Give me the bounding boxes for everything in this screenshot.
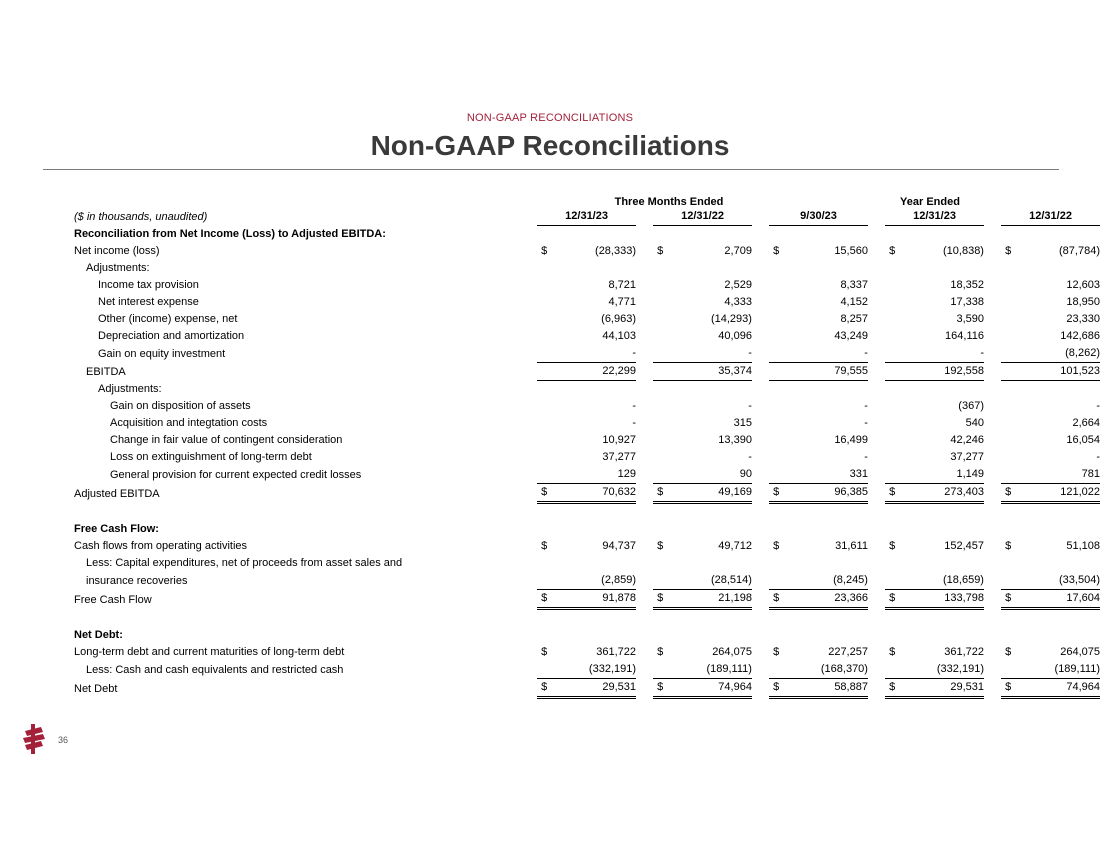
currency-symbol: $	[1001, 679, 1028, 698]
table-row	[74, 555, 1100, 572]
section-heading: Free Cash Flow:	[74, 523, 159, 535]
cell-value: -	[748, 451, 752, 463]
column-header: 12/31/22	[1001, 208, 1100, 226]
column-header: 9/30/23	[769, 208, 868, 226]
row-label: Less: Capital expenditures, net of proceeds from asset sales and	[86, 557, 403, 569]
cell-value: 58,887	[796, 679, 868, 698]
cell-value: 315	[733, 417, 752, 429]
table-row-income-tax	[74, 277, 1100, 294]
cell-value: 4,333	[724, 296, 752, 308]
cell-value: 23,330	[1066, 313, 1100, 325]
currency-symbol: $	[657, 646, 664, 658]
cell-value: -	[632, 417, 637, 429]
cell-value: (6,963)	[601, 313, 637, 325]
cell-value: 16,499	[834, 434, 868, 446]
table-row-depreciation	[74, 328, 1100, 345]
cell-value: 12,603	[1066, 279, 1100, 291]
row-label: Gain on equity investment	[98, 347, 226, 360]
cell-value: 2,529	[724, 279, 752, 291]
row-label: EBITDA	[86, 365, 126, 378]
cell-value: 40,096	[718, 330, 752, 342]
row-label: Acquisition and integtation costs	[110, 417, 268, 429]
currency-symbol: $	[885, 484, 912, 503]
currency-symbol: $	[769, 590, 796, 609]
cell-value: 192,558	[912, 363, 984, 381]
row-label: General provision for current expected credit losses	[110, 468, 362, 481]
cell-value: (189,111)	[680, 661, 752, 679]
cell-value: -	[1096, 451, 1100, 463]
row-label: Gain on disposition of assets	[110, 400, 251, 412]
row-label: Change in fair value of contingent consideration	[110, 434, 343, 446]
group-header-year: Year Ended	[900, 196, 960, 208]
unit-note: ($ in thousands, unaudited)	[74, 210, 208, 223]
currency-symbol: $	[541, 245, 548, 257]
cell-value: 96,385	[796, 484, 868, 503]
currency-symbol: $	[769, 679, 796, 698]
page-number: 36	[58, 735, 69, 745]
cell-value: 17,604	[1028, 590, 1100, 609]
cell-value: 44,103	[602, 330, 637, 342]
cell-value: -	[864, 400, 868, 412]
cell-value: 129	[564, 466, 636, 484]
row-label: Net income (loss)	[74, 245, 160, 257]
table-row-less-cash	[74, 661, 1100, 679]
cell-value: 121,022	[1028, 484, 1100, 503]
table-row-net-income	[74, 243, 1100, 260]
row-label: Adjusted EBITDA	[74, 487, 160, 500]
currency-symbol: $	[773, 646, 780, 658]
cell-value: 164,116	[945, 330, 984, 342]
cell-value: 21,198	[680, 590, 752, 609]
cell-value: 70,632	[564, 484, 636, 503]
cell-value: 361,722	[944, 646, 984, 658]
currency-symbol: $	[769, 484, 796, 503]
cell-value: (332,191)	[564, 661, 636, 679]
table-row-gain-disposition	[74, 398, 1100, 415]
section-fcf	[74, 521, 1100, 538]
cell-value: -	[912, 345, 984, 363]
cell-value: -	[1096, 400, 1100, 412]
cell-value: 43,249	[834, 330, 868, 342]
cell-value: 18,950	[1066, 296, 1100, 308]
cell-value: 13,390	[718, 434, 752, 446]
currency-symbol: $	[653, 590, 680, 609]
cell-value: 4,771	[608, 296, 637, 308]
currency-symbol: $	[541, 646, 548, 658]
cell-value: 49,169	[680, 484, 752, 503]
cell-value: 94,737	[602, 540, 637, 552]
cell-value: 49,712	[718, 540, 752, 552]
cell-value: (18,659)	[912, 572, 984, 590]
currency-symbol: $	[653, 484, 680, 503]
row-label: Adjustments:	[98, 383, 162, 395]
cell-value: -	[680, 345, 752, 363]
cell-value: -	[632, 400, 637, 412]
cell-value: 4,152	[840, 296, 868, 308]
cell-value: 1,149	[912, 466, 984, 484]
cell-value: 29,531	[912, 679, 984, 698]
currency-symbol: $	[889, 646, 896, 658]
table-row-net-debt	[74, 679, 1100, 698]
currency-symbol: $	[1005, 245, 1012, 257]
currency-symbol: $	[773, 540, 780, 552]
cell-value: (8,245)	[796, 572, 868, 590]
cell-value: 10,927	[602, 434, 637, 446]
table-row-long-term-debt	[74, 644, 1100, 661]
currency-symbol: $	[1005, 540, 1012, 552]
cell-value: 37,277	[950, 451, 984, 463]
cell-value: (28,514)	[680, 572, 752, 590]
section-heading: Net Debt:	[74, 629, 123, 641]
currency-symbol: $	[1001, 590, 1028, 609]
cell-value: 91,878	[564, 590, 636, 609]
table-row-gain-equity	[74, 345, 1100, 363]
section-net-debt	[74, 627, 1100, 644]
cell-value: 23,366	[796, 590, 868, 609]
row-label: Depreciation and amortization	[98, 330, 245, 342]
currency-symbol: $	[657, 540, 664, 552]
section-ebitda	[74, 226, 1100, 244]
cell-value: (33,504)	[1028, 572, 1100, 590]
table-row-contingent	[74, 432, 1100, 449]
cell-value: -	[796, 345, 868, 363]
cell-value: 74,964	[1028, 679, 1100, 698]
cell-value: 540	[965, 417, 984, 429]
cell-value: 35,374	[680, 363, 752, 381]
currency-symbol: $	[537, 679, 564, 698]
table-row-acquisition-costs	[74, 415, 1100, 432]
cell-value: (28,333)	[595, 245, 637, 257]
cell-value: 361,722	[596, 646, 637, 658]
cell-value: (189,111)	[1028, 661, 1100, 679]
cell-value: 74,964	[680, 679, 752, 698]
currency-symbol: $	[537, 484, 564, 503]
section-heading: Reconciliation from Net Income (Loss) to Adjusted EBITDA:	[74, 228, 386, 240]
cell-value: 8,721	[608, 279, 637, 291]
cell-value: 42,246	[950, 434, 984, 446]
table-row-adjusted-ebitda	[74, 484, 1100, 503]
cell-value: 264,075	[1060, 646, 1100, 658]
row-label: Less: Cash and cash equivalents and restricted cash	[86, 663, 344, 676]
cell-value: 15,560	[834, 245, 868, 257]
cell-value: -	[748, 400, 752, 412]
currency-symbol: $	[653, 679, 680, 698]
currency-symbol: $	[889, 540, 896, 552]
currency-symbol: $	[889, 245, 896, 257]
row-label: Net interest expense	[98, 296, 199, 308]
cell-value: (87,784)	[1059, 245, 1100, 257]
cell-value: -	[564, 345, 636, 363]
cell-value: 331	[796, 466, 868, 484]
row-label: Cash flows from operating activities	[74, 540, 248, 552]
cell-value: 142,686	[1060, 330, 1100, 342]
row-label: insurance recoveries	[86, 574, 188, 587]
row-label: Free Cash Flow	[74, 593, 152, 606]
cell-value: 29,531	[564, 679, 636, 698]
cell-value: 2,664	[1072, 417, 1100, 429]
table-row-net-interest	[74, 294, 1100, 311]
cell-value: 51,108	[1066, 540, 1100, 552]
cell-value: 8,257	[840, 313, 868, 325]
table-row	[74, 260, 1100, 277]
cell-value: 273,403	[912, 484, 984, 503]
cell-value: -	[864, 417, 868, 429]
cell-value: (2,859)	[564, 572, 636, 590]
row-label: Loss on extinguishment of long-term debt	[110, 451, 312, 463]
group-header-three-months: Three Months Ended	[614, 196, 724, 208]
page-title: Non-GAAP Reconciliations	[370, 130, 730, 161]
cell-value: 18,352	[950, 279, 984, 291]
reconciliation-table	[74, 208, 1100, 699]
cell-value: 31,611	[835, 540, 868, 552]
cell-value: 2,709	[724, 245, 752, 257]
cell-value: (367)	[958, 400, 984, 412]
cell-value: (10,838)	[943, 245, 984, 257]
cell-value: 79,555	[796, 363, 868, 381]
column-header: 12/31/23	[885, 208, 984, 226]
cell-value: 264,075	[712, 646, 752, 658]
row-label: Net Debt	[74, 682, 118, 695]
cell-value: -	[864, 451, 868, 463]
table-row	[74, 381, 1100, 399]
currency-symbol: $	[885, 679, 912, 698]
table-row-credit-losses	[74, 466, 1100, 484]
cell-value: (14,293)	[710, 313, 752, 325]
table-row-capex	[74, 572, 1100, 590]
currency-symbol: $	[1001, 484, 1028, 503]
cell-value: 152,457	[944, 540, 984, 552]
section-kicker: NON-GAAP RECONCILIATIONS	[466, 112, 634, 124]
cell-value: (8,262)	[1028, 345, 1100, 363]
cell-value: (332,191)	[912, 661, 984, 679]
cell-value: 22,299	[564, 363, 636, 381]
table-row-other-income	[74, 311, 1100, 328]
table-row-free-cash-flow	[74, 590, 1100, 609]
row-label: Other (income) expense, net	[98, 313, 238, 325]
currency-symbol: $	[657, 245, 664, 257]
company-logo-icon	[22, 724, 46, 759]
table-row-loss-extinguishment	[74, 449, 1100, 466]
cell-value: (168,370)	[796, 661, 868, 679]
row-label: Adjustments:	[86, 262, 150, 274]
column-header: 12/31/23	[537, 208, 636, 226]
cell-value: 17,338	[950, 296, 984, 308]
currency-symbol: $	[1005, 646, 1012, 658]
cell-value: 227,257	[828, 646, 868, 658]
cell-value: 101,523	[1028, 363, 1100, 381]
cell-value: 90	[680, 466, 752, 484]
currency-symbol: $	[885, 590, 912, 609]
column-header-row	[74, 208, 1100, 226]
title-divider	[43, 169, 1059, 170]
currency-symbol: $	[541, 540, 548, 552]
cell-value: 3,590	[956, 313, 984, 325]
currency-symbol: $	[773, 245, 780, 257]
cell-value: 133,798	[912, 590, 984, 609]
row-label: Income tax provision	[98, 279, 199, 291]
cell-value: 781	[1028, 466, 1100, 484]
cell-value: 37,277	[602, 451, 637, 463]
cell-value: 16,054	[1066, 434, 1100, 446]
currency-symbol: $	[537, 590, 564, 609]
table-row-ebitda	[74, 363, 1100, 381]
table-row-cash-flows-ops	[74, 538, 1100, 555]
column-header: 12/31/22	[653, 208, 752, 226]
cell-value: 8,337	[840, 279, 868, 291]
row-label: Long-term debt and current maturities of long-term debt	[74, 646, 345, 658]
